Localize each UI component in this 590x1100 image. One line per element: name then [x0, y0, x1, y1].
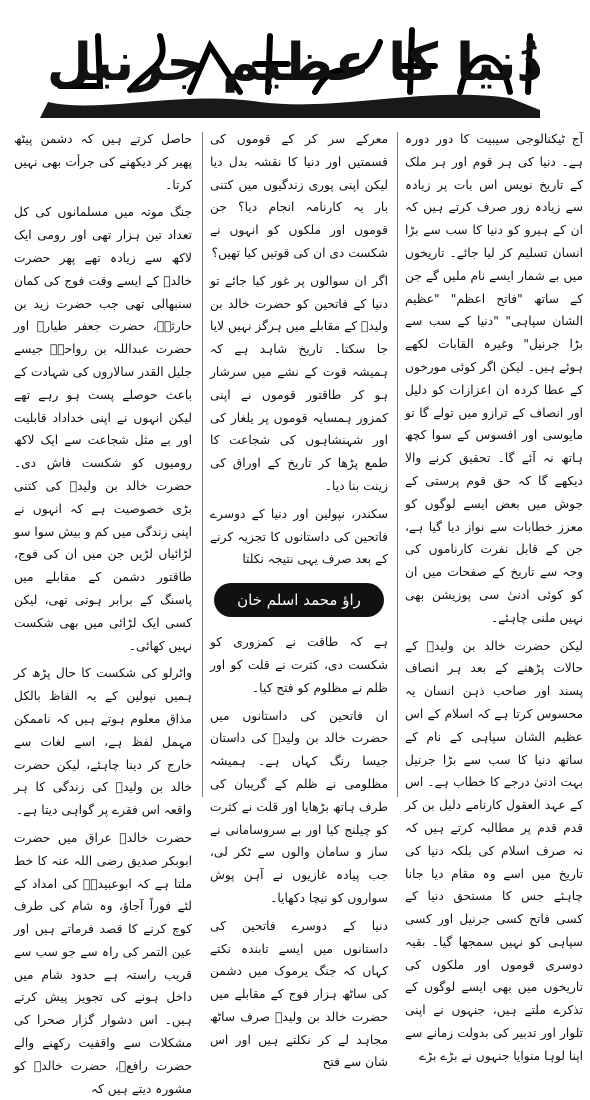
article-title [40, 6, 550, 118]
column-rule-left [202, 132, 203, 797]
paragraph: دنیا کے دوسرے فاتحین کی داستانوں میں ایسے تابندہ نکتے کہاں کہ جنگ یرموک میں دشمن کی ساٹھ ہزار فوج کے مقابلے میں حضرت خالد بن ولیدؓ صرف ساٹھ مجاہد لے کر نکلتے ہیں اور اس شان سے فتح [210, 918, 388, 1070]
article-column-right [405, 128, 583, 1063]
article-column-middle [210, 128, 388, 1070]
column-rule-right [397, 132, 398, 797]
paragraph: ہے کہ طاقت نے کمزوری کو شکست دی، کثرت نے قلت کو اور ظلم نے مظلوم کو فتح کیا۔ [210, 635, 388, 695]
paragraph: معرکے سر کر کے قوموں کی قسمتیں اور دنیا کا نقشہ بدل دیا لیکن اپنی پوری زندگیوں میں کتنی بار یہ کارنامہ انجام دیا؟ جن قوموں اور ملکوں کو انہوں نے شکست دی ان کی قوتیں کیا تھیں؟ [210, 132, 388, 260]
author-byline: راؤ محمد اسلم خان [214, 583, 384, 617]
paragraph: اگر ان سوالوں پر غور کیا جائے تو دنیا کے فاتحین کو حضرت خالد بن ولیدؓ کے مقابلے میں ہرگز نہیں لایا جا سکتا۔ تاریخ شاہد ہے کہ ہمیشہ قوت کے نشے میں سرشار ہو کر طاقتور قوموں نے اپنی کمزور ہمسایہ قوموں پر یلغار کی اور شہنشاہوں کی شجاعت کا طمع پڑھا کر تاریخ کے اوراق کی زینت بنا دیا۔ [210, 273, 388, 493]
paragraph: لیکن حضرت خالد بن ولیدؓ کے حالات پڑھنے کے بعد ہر انصاف پسند اور صاحب ذہن انسان یہ محسوس کرتا ہے کہ اسلام کے اس عظیم الشان سپاہی کے نام کے ساتھ دنیا کا سب سے بڑا جرنیل بہت ادنیٰ درجے کا خطاب ہے۔ اس کے عہد العقول کارنامے دلیل بن کر قدم قدم پر مطالبہ کرتے ہیں کہ نہ صرف اسلام کی بلکہ دنیا کی تاریخ میں اسے وہ مقام دیا جانا چاہئے جس کا مستحق دنیا کے کسی فاتح کسی جرنیل اور کسی سپاہی کو نہیں سمجھا گیا۔ بقیہ دوسری قوموں اور ملکوں کی تاریخوں میں بھی ایسے لوگوں کے تذکرے ملتے ہیں، جنہوں نے اپنی تلوار اور تدبیر کی بدولت زمانے سے اپنا لوہا منوایا جنہوں نے بڑے بڑے [405, 638, 583, 1063]
article-column-left [14, 128, 192, 1096]
svg-text:دُنیا کا عظیم جرنیل: دُنیا کا عظیم جرنیل [46, 33, 544, 93]
paragraph: آج ٹیکنالوجی سیبیت کا دور دورہ ہے۔ دنیا کی ہر قوم اور ہر ملک کے تاریخ نویس اس بات پر زیادہ سے زیادہ زور صرف کرتے ہیں کہ ان کے ہیرو کو دنیا کا سب سے بڑا انسان تسلیم کر لیا جائے۔ تاریخوں میں بے شمار ایسے نام ملیں گے جن کے ساتھ "فاتح اعظم" "عظیم الشان سپاہی" "دنیا کے سب سے بڑا جرنیل" وغیرہ القابات لکھے ہوئے ہیں۔ لیکن اگر کوئی مورخوں کے عطا کردہ ان اعزازات کو دلیل اور انصاف کے ترازو میں تولے گا تو مایوسی اور افسوس کے سوا کچھ ہاتھ نہ آئے گا۔ تحقیق کرنے والا دیکھے گا کہ حق قوم پرستی کے جوش میں بعض ایسے لوگوں کو معزز خطابات سے نواز دیا گیا ہے، جن کے قابل نفرت کارناموں کی وجہ سے تاریخ کے صفحات میں ان کو کوئی ادنیٰ سی پوزیشن بھی نہیں ملنی چاہئے۔ [405, 132, 583, 625]
title-calligraphy [40, 6, 550, 118]
paragraph: حضرت خالدؓ عراق میں حضرت ابوبکر صدیق رضی اللہ عنہ کا خط ملتا ہے کہ ابوعبیدہؓ کی امداد کے لئے فوراً آجاؤ، وہ شام کی طرف کوچ کرنے کا قصد فرماتے ہیں اور عین التمر کی راہ سے جو سب سے قریب راستہ ہے حدود شام میں داخل ہونے کی تجویز پیش کرتے ہیں۔ اس دشوار گزار صحرا کی مشکلات سے واقفیت رکھنے والے حضرت رافعؓ، حضرت خالدؓ کو مشورہ دیتے ہیں کہ [14, 830, 192, 1096]
paragraph: واٹرلو کی شکست کا حال پڑھ کر ہمیں نپولین کے یہ الفاظ بالکل مذاق معلوم ہوتے ہیں کہ ناممکن مہمل لفظ ہے، اسے لغات سے خارج کر دینا چاہئے، لیکن حضرت خالد بن ولیدؓ کی زندگی کا ہر واقعہ اس فقرے پر گواہی دیتا ہے۔ [14, 666, 192, 818]
paragraph: سکندر، نپولین اور دنیا کے دوسرے فاتحین کی داستانوں کا تجزیہ کرنے کے بعد صرف یہی نتیجہ نکلتا [210, 506, 388, 567]
paragraph: ان فاتحین کی داستانوں میں حضرت خالد بن ولیدؓ کی داستان جیسا رنگ کہاں ہے۔ ہمیشہ مظلومی نے ظلم کے گریبان کی طرف ہاتھ بڑھایا اور قلت نے کثرت کو چیلنج کیا اور بے سروسامانی نے ساز و سامان والوں سے ٹکر لی، جب پیادہ غازیوں نے آہن پوش سواروں کو نیچا دکھایا۔ [210, 708, 388, 905]
paragraph: حاصل کرتے ہیں کہ دشمن پیٹھ پھیر کر دیکھنے کی جرأت بھی نہیں کرتا۔ [14, 132, 192, 192]
paragraph: جنگ موتہ میں مسلمانوں کی کل تعداد تین ہزار تھی اور رومی ایک لاکھ سے زیادہ تھے پھر حضرت خالدؓ کے ایسے وقت فوج کی کمان سنبھالی تھی جب حضرت زید بن حارثہؓ، حضرت جعفر طیارؓ اور حضرت عبداللہ بن رواحہؓ جیسے جلیل القدر سالاروں کی شہادت کے باعث حوصلے پست ہو رہے تھے لیکن انہوں نے اپنی خداداد قابلیت اور بے مثل شجاعت سے ایک لاکھ رومیوں کو شکست فاش دی۔ حضرت خالد بن ولیدؓ کی کتنی بڑی خصوصیت ہے کہ انہوں نے اپنی زندگی میں کم و بیش سوا سو لڑائیاں لڑیں جن میں ان کی فوج، طاقتور دشمن کے مقابلے میں پاسنگ کے برابر ہوتی تھی، لیکن کسی ایک لڑائی میں بھی شکست نہیں کھائی۔ [14, 205, 192, 653]
